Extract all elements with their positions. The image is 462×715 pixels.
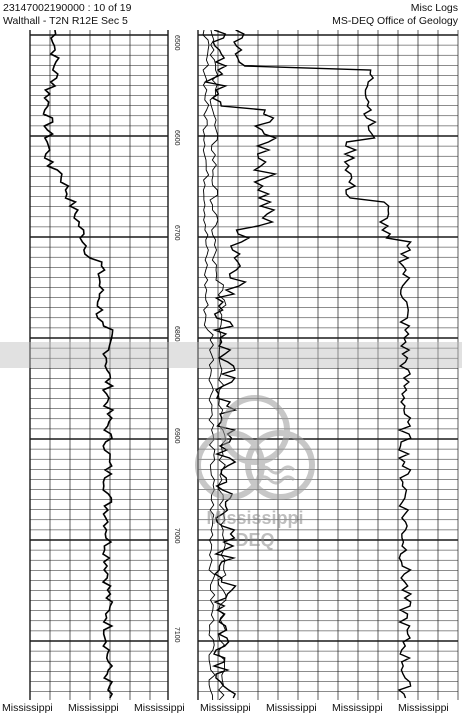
record-id: 23147002190000 : 10 of 19 — [3, 2, 132, 14]
depth-label: 7000 — [173, 528, 180, 544]
footer-text: Mississippi — [134, 702, 185, 714]
agency-name: MS-DEQ Office of Geology — [332, 15, 458, 27]
well-location: Walthall - T2N R12E Sec 5 — [3, 15, 128, 27]
footer-text: Mississippi — [2, 702, 53, 714]
footer-text: Mississippi — [68, 702, 119, 714]
well-log-image — [0, 30, 462, 700]
depth-label: 6500 — [173, 35, 180, 51]
watermark-text-deq: DEQ — [235, 530, 275, 550]
depth-label: 7100 — [173, 627, 180, 643]
footer-text: Mississippi — [398, 702, 449, 714]
well-log-chart — [0, 30, 462, 700]
footer-text: Mississippi — [266, 702, 317, 714]
document-type: Misc Logs — [410, 2, 458, 14]
depth-label: 6600 — [173, 130, 180, 146]
depth-label: 6700 — [173, 225, 180, 241]
footer-watermark-row — [0, 701, 462, 715]
depth-label: 6800 — [173, 326, 180, 342]
footer-text: Mississippi — [200, 702, 251, 714]
watermark-text-mississippi: Mississippi — [206, 508, 304, 528]
footer-text: Mississippi — [332, 702, 383, 714]
depth-label: 6900 — [173, 428, 180, 444]
